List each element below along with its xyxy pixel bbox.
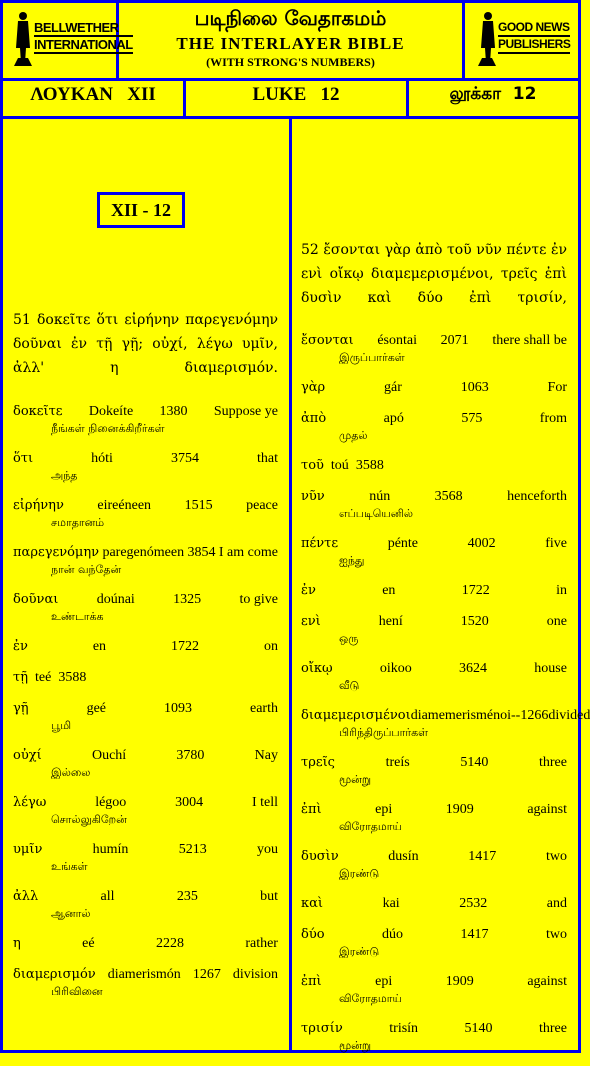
word-entry (13, 793, 278, 828)
tamil-gloss: பிரிவினை (51, 985, 103, 998)
greek-word: τῇ (13, 670, 28, 685)
word-line (301, 378, 567, 397)
english-gloss: there shall be (492, 333, 567, 348)
word-line (13, 590, 278, 609)
english-gloss: but (260, 889, 278, 904)
strongs-number: 4002 (467, 536, 496, 551)
word-entry (301, 894, 567, 913)
greek-word: παρεγενόμην (13, 545, 100, 560)
greek-word: ἀλλ (13, 889, 39, 904)
transliteration: dusín (388, 849, 419, 864)
word-entry (301, 706, 590, 741)
word-line (301, 331, 567, 350)
word-line (13, 496, 278, 515)
word-entry (301, 800, 567, 835)
tamil-gloss: இருப்பார்கள் (339, 351, 405, 364)
tamil-gloss: அந்த (51, 469, 78, 482)
english-gloss: that (257, 451, 278, 466)
english-gloss: to give (239, 592, 278, 607)
word-line (13, 965, 278, 984)
word-entry (13, 965, 278, 1000)
english-gloss: Suppose ye (213, 404, 278, 419)
word-line (301, 487, 567, 506)
strongs-number: 3588 (355, 458, 384, 473)
verse-52-text: 52 ἔσονται γὰρ ἀπὸ τοῦ νῦν πέντε ἐν ενὶ οἴκῳ διαμεμερισμένοι, τρεῖς ἐπὶ δυσὶν καὶ δύο ἐπὶ τρισίν, (301, 242, 567, 306)
word-line (301, 753, 567, 772)
column-divider (289, 118, 292, 1053)
english-gloss: one (546, 614, 567, 629)
greek-word: ἀπὸ (301, 411, 327, 426)
english-gloss: house (534, 661, 567, 676)
transliteration: diamerismón (107, 967, 181, 982)
word-entry (13, 840, 278, 875)
transliteration: diamemerisménoi-- (410, 708, 521, 723)
tamil-gloss: மூன்று (339, 1039, 372, 1052)
word-entry (301, 534, 567, 569)
english-gloss: and (546, 896, 567, 911)
transliteration: hóti (91, 451, 113, 466)
good-news-logo (476, 8, 570, 66)
greek-word: τοῦ (301, 458, 324, 473)
word-line (301, 659, 567, 678)
tamil-gloss: பூமி (51, 719, 72, 732)
english-gloss: three (538, 755, 567, 770)
word-entry (301, 409, 567, 444)
word-entry (13, 590, 278, 625)
tamil-gloss: விரோதமாய் (339, 992, 402, 1005)
word-entry (13, 887, 278, 922)
word-entry (301, 847, 567, 882)
word-line (13, 449, 278, 468)
word-entry (13, 496, 278, 531)
word-entry (13, 699, 278, 734)
word-line (13, 840, 278, 859)
word-entry (13, 402, 278, 437)
tamil-gloss: சொல்லுகிறேன் (51, 813, 127, 826)
transliteration: teé (34, 670, 52, 685)
strongs-number: 1909 (445, 974, 474, 989)
tamil-gloss: இரண்டு (339, 867, 380, 880)
transliteration: eireéneen (97, 498, 152, 513)
word-line (13, 746, 278, 765)
greek-word: υμῖν (13, 842, 43, 857)
word-line (13, 668, 278, 687)
transliteration: nún (369, 489, 391, 504)
greek-word: δοῦναι (13, 592, 59, 607)
english-gloss: against (527, 802, 567, 817)
left-word-list (13, 402, 278, 1012)
transliteration: toú (330, 458, 349, 473)
word-entry (13, 543, 278, 578)
header-bottom-rule (0, 78, 581, 81)
greek-word: η (13, 936, 21, 951)
strongs-number: 3588 (58, 670, 87, 685)
strongs-number: 1417 (460, 927, 489, 942)
transliteration: légoo (95, 795, 127, 810)
word-line (13, 887, 278, 906)
greek-word: τρεῖς (301, 755, 335, 770)
greek-word: ὅτι (13, 451, 34, 466)
word-line (301, 894, 567, 913)
transliteration: treís (385, 755, 410, 770)
strongs-number: 3754 (170, 451, 199, 466)
word-entry (301, 456, 567, 475)
tamil-gloss: நீங்கள் நினைக்கிறீர்கள் (51, 422, 165, 435)
word-entry (13, 449, 278, 484)
word-line (13, 402, 278, 421)
transliteration: gár (384, 380, 402, 395)
transliteration: ésontai (377, 333, 417, 348)
greek-word: καὶ (301, 896, 324, 911)
tamil-gloss: நான் வந்தேன் (51, 563, 122, 576)
word-line (13, 637, 278, 656)
logo-line-1: GOOD NEWS (498, 20, 570, 37)
word-line (13, 793, 278, 812)
greek-word: νῦν (301, 489, 325, 504)
english-gloss: you (256, 842, 278, 857)
transliteration: trisín (389, 1021, 419, 1036)
transliteration: paregenómeen (102, 545, 185, 560)
english-gloss: on (263, 639, 278, 654)
english-gloss: divided (548, 708, 590, 723)
word-entry (13, 934, 278, 953)
logo-line-2: PUBLISHERS (498, 37, 570, 54)
word-entry (301, 581, 567, 600)
strongs-number: 1266 (520, 708, 549, 723)
transliteration: pénte (387, 536, 419, 551)
transliteration: Ouchí (91, 748, 127, 763)
strongs-number: 1093 (164, 701, 192, 716)
tamil-gloss: மூன்று (339, 773, 372, 786)
tamil-title: படிநிலை வேதாகமம் (194, 6, 387, 30)
word-line (13, 543, 278, 562)
transliteration: epi (375, 802, 393, 817)
word-line (301, 409, 567, 428)
strongs-number: 3854 (187, 545, 216, 560)
english-gloss: two (545, 849, 567, 864)
word-line (301, 972, 567, 991)
english-gloss: peace (246, 498, 278, 513)
word-entry (301, 487, 567, 522)
bellwether-logo-text (34, 20, 133, 54)
greek-word: ἐν (13, 639, 28, 654)
word-line (301, 581, 567, 600)
greek-word: ενὶ (301, 614, 321, 629)
greek-word: λέγω (13, 795, 47, 810)
strongs-number: 1325 (173, 592, 202, 607)
english-gloss: division (232, 967, 278, 982)
transliteration: kai (382, 896, 400, 911)
good-news-logo-text (498, 20, 570, 54)
bellwether-figure-icon (12, 8, 34, 66)
english-gloss: Nay (254, 748, 278, 763)
strongs-number: 1722 (171, 639, 200, 654)
tamil-gloss: ஆனால் (51, 907, 91, 920)
strongs-number: 2532 (459, 896, 488, 911)
tamil-gloss: உங்கள் (51, 860, 88, 873)
greek-word: εἰρήνην (13, 498, 64, 513)
transliteration: epi (375, 974, 393, 989)
strongs-number: 5140 (464, 1021, 493, 1036)
word-entry (301, 753, 567, 788)
english-gloss: For (547, 380, 567, 395)
english-gloss: three (539, 1021, 567, 1036)
strongs-number: 1417 (468, 849, 497, 864)
tamil-gloss: பிரிந்திருப்பார்கள் (339, 726, 429, 739)
chapter-badge: XII - 12 (97, 192, 185, 228)
transliteration: all (100, 889, 115, 904)
word-entry (301, 331, 567, 366)
english-gloss: against (527, 974, 567, 989)
strongs-number: 575 (461, 411, 483, 426)
tamil-gloss: ஐந்து (339, 554, 365, 567)
english-gloss: from (539, 411, 567, 426)
english-gloss: I tell (251, 795, 278, 810)
strongs-number: 1063 (460, 380, 489, 395)
tamil-gloss: இரண்டு (339, 945, 380, 958)
word-entry (301, 1019, 567, 1054)
transliteration: en (92, 639, 107, 654)
greek-word: δύο (301, 927, 325, 942)
reference-greek: ΛΟΥΚΑΝ XII (30, 84, 156, 105)
word-line (301, 800, 567, 819)
strongs-number: 235 (176, 889, 198, 904)
word-entry (13, 637, 278, 656)
strongs-number: 1515 (184, 498, 213, 513)
strongs-number: 3624 (459, 661, 488, 676)
word-entry (13, 668, 278, 687)
word-line (301, 534, 567, 553)
word-entry (301, 378, 567, 397)
strongs-number: 3568 (434, 489, 463, 504)
tamil-gloss: எப்படியெனில் (339, 507, 413, 520)
english-gloss: in (556, 583, 567, 598)
word-line (13, 934, 278, 953)
transliteration: doúnai (96, 592, 135, 607)
strongs-number: 2071 (440, 333, 469, 348)
transliteration: humín (92, 842, 129, 857)
english-gloss: five (545, 536, 567, 551)
transliteration: apó (383, 411, 404, 426)
logo-line-1: BELLWETHER (34, 20, 133, 37)
good-news-figure-icon (476, 8, 498, 66)
word-entry (301, 612, 567, 647)
word-line (301, 612, 567, 631)
strongs-number: 5140 (460, 755, 489, 770)
greek-word: ἐπὶ (301, 974, 322, 989)
greek-word: διαμερισμόν (13, 967, 96, 982)
word-line (301, 925, 567, 944)
transliteration: hení (378, 614, 403, 629)
greek-word: πέντε (301, 536, 339, 551)
word-line (301, 456, 567, 475)
greek-word: τρισίν (301, 1021, 343, 1036)
logo-line-2: INTERNATIONAL (34, 37, 133, 52)
bible-title: THE INTERLAYER BIBLE (176, 34, 405, 53)
bible-subtitle: (WITH STRONG'S NUMBERS) (206, 55, 375, 69)
word-line (301, 1019, 567, 1038)
tamil-gloss: முதல் (339, 429, 368, 442)
word-line (301, 847, 567, 866)
strongs-number: 1722 (461, 583, 490, 598)
word-entry (13, 746, 278, 781)
greek-word: ἐπὶ (301, 802, 322, 817)
reference-english: LUKE 12 (252, 84, 340, 105)
header-divider-right (462, 0, 465, 80)
tamil-gloss: ஒரு (339, 632, 359, 645)
word-entry (301, 925, 567, 960)
right-word-list (301, 331, 590, 1066)
greek-word: οὐχί (13, 748, 42, 763)
greek-word: ἔσονται (301, 333, 354, 348)
word-line (301, 706, 590, 725)
transliteration: dúo (382, 927, 404, 942)
greek-word: οἴκῳ (301, 661, 333, 676)
reference-tamil: லூக்கா 12 (449, 84, 537, 104)
transliteration: eé (82, 936, 95, 951)
greek-word: διαμεμερισμένοι (301, 708, 411, 723)
english-gloss: two (545, 927, 567, 942)
bellwether-logo (12, 8, 133, 66)
tamil-gloss: உண்டாக்க (51, 610, 104, 623)
greek-word: γὰρ (301, 380, 326, 395)
greek-word: δυσὶν (301, 849, 339, 864)
strongs-number: 2228 (155, 936, 184, 951)
english-gloss: earth (250, 701, 278, 716)
word-entry (301, 972, 567, 1007)
strongs-number: 1520 (460, 614, 489, 629)
english-gloss: rather (245, 936, 278, 951)
tamil-gloss: வீடு (339, 679, 360, 692)
english-gloss: henceforth (507, 489, 567, 504)
word-line (13, 699, 278, 718)
strongs-number: 1909 (445, 802, 474, 817)
word-entry (301, 659, 567, 694)
tamil-gloss: இல்லை (51, 766, 91, 779)
transliteration: Dokeíte (88, 404, 134, 419)
title-block (119, 6, 462, 69)
strongs-number: 1380 (159, 404, 188, 419)
greek-word: δοκεῖτε (13, 404, 63, 419)
english-gloss: I am come (218, 545, 278, 560)
transliteration: geé (86, 701, 106, 716)
greek-word: ἐν (301, 583, 316, 598)
tamil-gloss: விரோதமாய் (339, 820, 402, 833)
strongs-number: 5213 (178, 842, 207, 857)
greek-word: γῇ (13, 701, 29, 716)
verse-51-text: 51 δοκεῖτε ὅτι εἰρήνην παρεγενόμην δοῦναι ἐν τῇ γῇ; οὐχί, λέγω υμῖν, ἀλλ' η διαμερισμόν. (13, 312, 278, 376)
tamil-gloss: சமாதானம் (51, 516, 105, 529)
transliteration: en (382, 583, 396, 598)
strongs-number: 1267 (192, 967, 221, 982)
strongs-number: 3780 (176, 748, 205, 763)
transliteration: oikoo (379, 661, 412, 676)
strongs-number: 3004 (175, 795, 204, 810)
